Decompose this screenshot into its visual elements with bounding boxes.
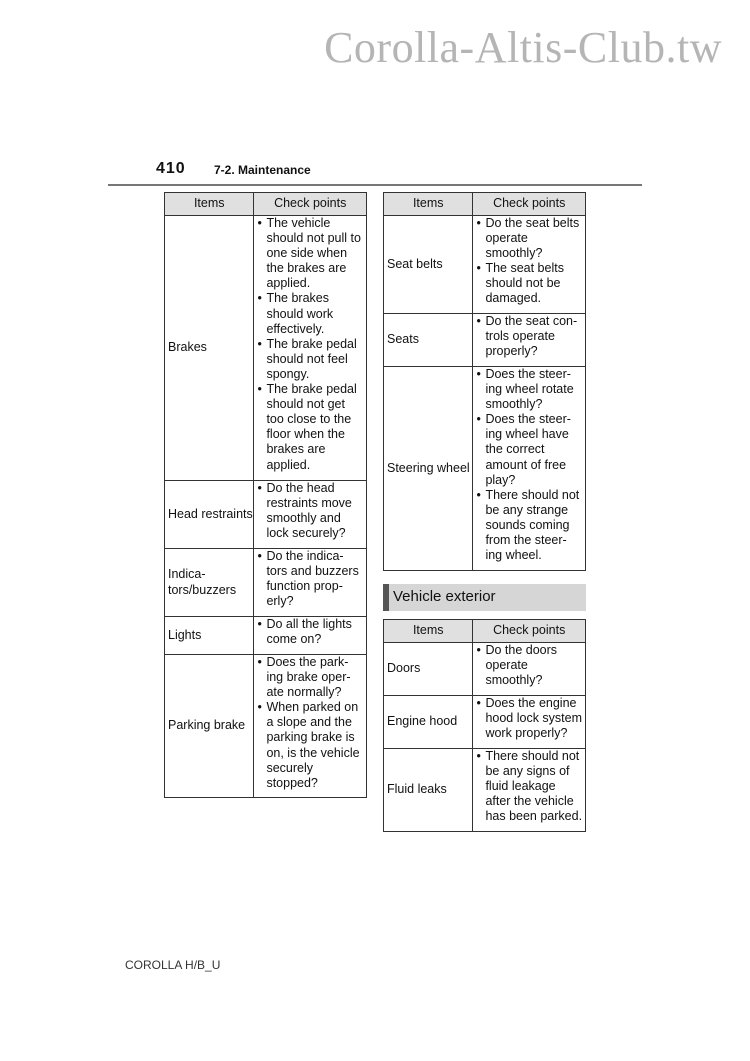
watermark: Corolla-Altis-Club.tw bbox=[324, 23, 722, 72]
items-header: Items bbox=[384, 193, 473, 216]
item-cell: Brakes bbox=[165, 216, 254, 481]
item-cell: Seats bbox=[384, 314, 473, 367]
table-row bbox=[165, 617, 367, 655]
item-cell: Steering wheel bbox=[384, 367, 473, 571]
check-point: • Does the steer-ing wheel rotate smoothly? bbox=[473, 367, 583, 412]
check-point: • When parked on a slope and the parking brake is on, is the vehicle securely stopped? bbox=[254, 700, 364, 791]
vehicle-exterior-title: Vehicle exterior bbox=[393, 588, 496, 605]
check-cell bbox=[254, 216, 367, 481]
check-point: • Does the engine hood lock system work properly? bbox=[473, 696, 583, 741]
item-cell: Doors bbox=[384, 643, 473, 696]
check-cell bbox=[473, 643, 586, 696]
table-row bbox=[384, 367, 586, 571]
items-header: Items bbox=[384, 620, 473, 643]
check-point: • Do the seat con-trols operate properly? bbox=[473, 314, 583, 359]
check-point: • The brake pedal should not feel spongy. bbox=[254, 337, 364, 382]
check-point: • Do the seat belts operate smoothly? bbox=[473, 216, 583, 261]
check-cell bbox=[473, 314, 586, 367]
check-point: • Do the doors operate smoothly? bbox=[473, 643, 583, 688]
check-cell bbox=[254, 655, 367, 798]
check-point: • The brakes should work effectively. bbox=[254, 291, 364, 336]
check-points-header: Check points bbox=[473, 620, 586, 643]
item-cell: Indica-tors/buzzers bbox=[165, 549, 254, 617]
item-cell: Parking brake bbox=[165, 655, 254, 798]
item-cell: Head restraints bbox=[165, 481, 254, 549]
check-cell bbox=[254, 617, 367, 655]
check-cell bbox=[254, 549, 367, 617]
check-points-header: Check points bbox=[473, 193, 586, 216]
check-point: • Do the head restraints move smoothly and lock securely? bbox=[254, 481, 364, 541]
item-cell: Lights bbox=[165, 617, 254, 655]
check-point: • There should not be any strange sounds coming from the steer-ing wheel. bbox=[473, 488, 583, 563]
check-cell bbox=[473, 696, 586, 749]
table-row bbox=[384, 314, 586, 367]
table-row bbox=[165, 216, 367, 481]
heading-accent-bar bbox=[383, 584, 389, 611]
table-row bbox=[384, 749, 586, 832]
table-row bbox=[165, 655, 367, 798]
check-point: • Do all the lights come on? bbox=[254, 617, 364, 647]
left-checklist-table bbox=[164, 192, 367, 798]
check-point: • Do the indica-tors and buzzers function prop-erly? bbox=[254, 549, 364, 609]
items-header: Items bbox=[165, 193, 254, 216]
item-cell: Seat belts bbox=[384, 216, 473, 314]
check-cell bbox=[254, 481, 367, 549]
vehicle-exterior-table bbox=[383, 619, 586, 832]
vehicle-exterior-heading bbox=[383, 584, 586, 611]
check-point: • Does the park-ing brake oper-ate normally? bbox=[254, 655, 364, 700]
right-checklist-table bbox=[383, 192, 586, 571]
item-cell: Fluid leaks bbox=[384, 749, 473, 832]
footer-model-code: COROLLA H/B_U bbox=[125, 958, 221, 972]
item-cell: Engine hood bbox=[384, 696, 473, 749]
check-cell bbox=[473, 749, 586, 832]
check-points-header: Check points bbox=[254, 193, 367, 216]
check-cell bbox=[473, 216, 586, 314]
check-point: • The brake pedal should not get too close to the floor when the brakes are applied. bbox=[254, 382, 364, 473]
table-row bbox=[384, 643, 586, 696]
check-point: • There should not be any signs of fluid leakage after the vehicle has been parked. bbox=[473, 749, 583, 824]
table-row bbox=[165, 481, 367, 549]
check-point: • The seat belts should not be damaged. bbox=[473, 261, 583, 306]
section-title: 7-2. Maintenance bbox=[214, 163, 311, 177]
check-point: • The vehicle should not pull to one side when the brakes are applied. bbox=[254, 216, 364, 291]
table-row bbox=[165, 549, 367, 617]
table-row bbox=[384, 696, 586, 749]
check-cell bbox=[473, 367, 586, 571]
table-row bbox=[384, 216, 586, 314]
page-header bbox=[108, 160, 642, 186]
check-point: • Does the steer-ing wheel have the correct amount of free play? bbox=[473, 412, 583, 487]
page-number: 410 bbox=[156, 160, 186, 177]
